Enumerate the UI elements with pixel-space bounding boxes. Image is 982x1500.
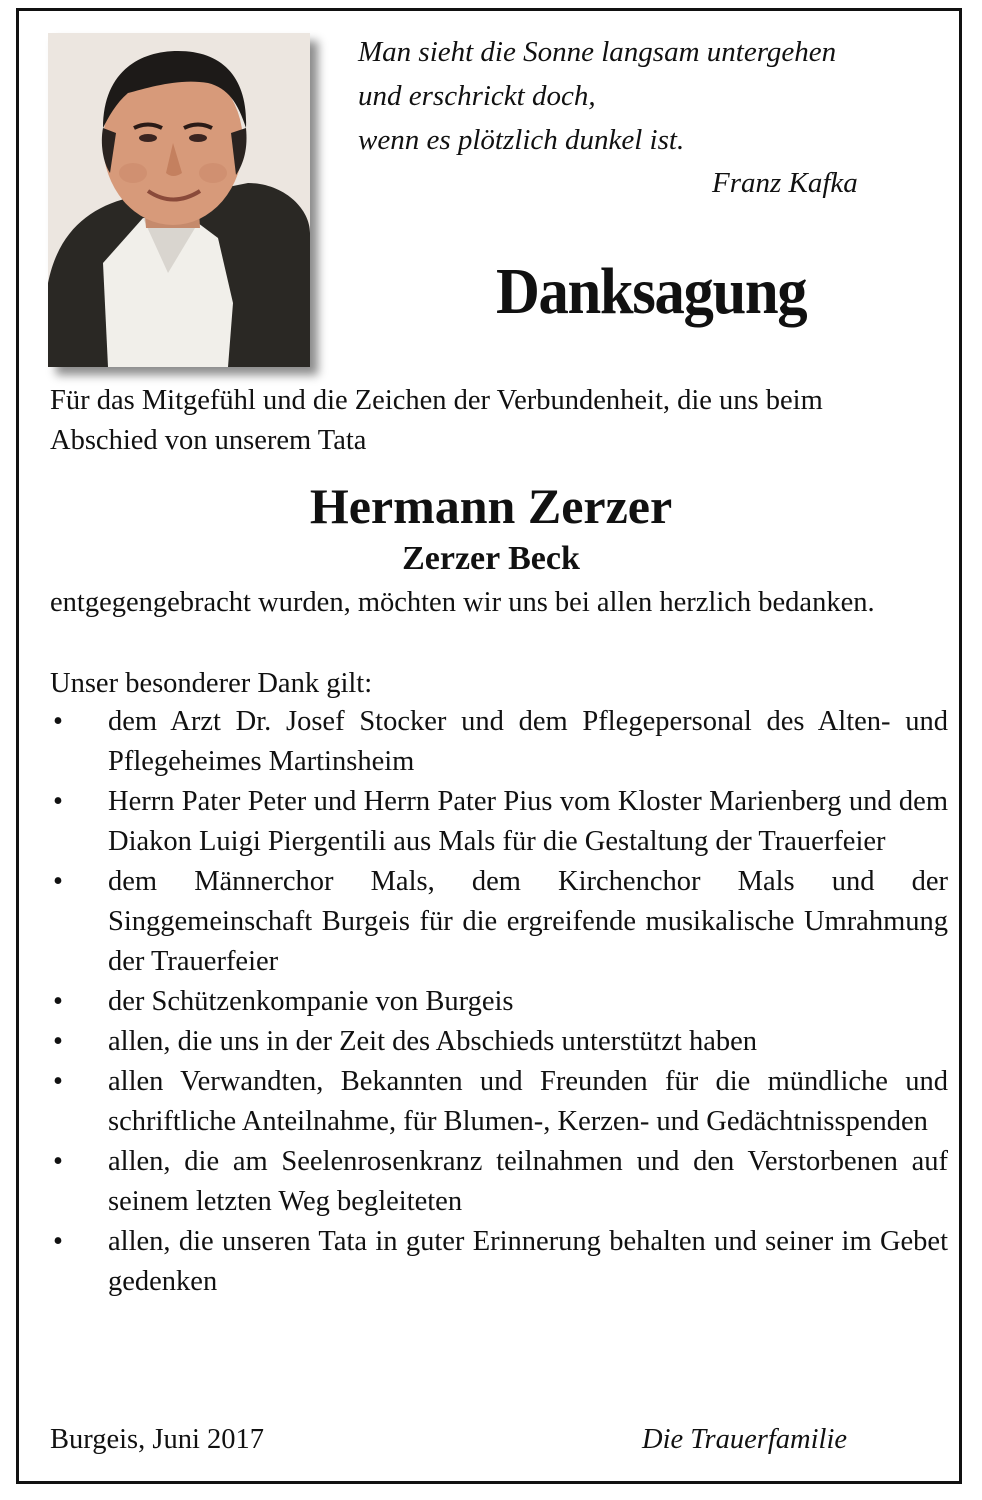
intro-line-2: Abschied von unserem Tata (50, 425, 367, 456)
list-item (50, 782, 948, 862)
thanks-paragraph (50, 583, 948, 623)
bullet-icon: • (53, 1146, 63, 1177)
quote-line-2: und erschrickt doch, (358, 80, 596, 112)
bullet-icon: • (53, 1066, 63, 1097)
list-item (50, 982, 948, 1022)
quote-line-3: wenn es plötzlich dunkel ist. (358, 124, 685, 156)
list-item-text: allen, die uns in der Zeit des Abschieds unterstützt haben (108, 1026, 758, 1057)
list-item (50, 1062, 948, 1142)
list-item-text: dem Männerchor Mals, dem Kirchenchor Mals und der Singgemeinschaft Burgeis für die ergreifende musikalische Umrahmung der Trauerfeier (108, 866, 948, 977)
list-item (50, 1222, 948, 1302)
list-item (50, 1142, 948, 1222)
kafka-quote (358, 30, 938, 199)
signature: Die Trauerfamilie (642, 1424, 848, 1455)
list-item-text: Herrn Pater Peter und Herrn Pater Pius vom Kloster Marienberg und dem Diakon Luigi Piergentili aus Mals für die Gestaltung der Trauerfeier (108, 786, 948, 857)
list-item-text: allen, die am Seelenrosenkranz teilnahmen und den Verstorbenen auf seinem letzten Weg begleiteten (108, 1146, 948, 1217)
list-item (50, 1022, 948, 1062)
bullet-icon: • (53, 1026, 63, 1057)
bullet-icon: • (53, 786, 63, 817)
quote-line-1: Man sieht die Sonne langsam untergehen (358, 36, 837, 68)
bullet-icon: • (53, 706, 63, 737)
thanks-text: entgegengebracht wurden, möchten wir uns bei allen herzlich bedanken. (50, 587, 875, 618)
list-item (50, 862, 948, 982)
page-title: Danksagung (496, 255, 807, 328)
list-item-text: allen Verwandten, Bekannten und Freunden für die mündliche und schriftliche Anteilnahme, für Blumen-, Kerzen- und Gedächtnisspenden (108, 1066, 948, 1137)
special-thanks-label: Unser besonderer Dank gilt: (50, 668, 373, 699)
bullet-icon: • (53, 986, 63, 1017)
portrait-photo (48, 33, 310, 367)
thanks-list (50, 702, 948, 1302)
bullet-icon: • (53, 1226, 63, 1257)
intro-text (50, 381, 948, 461)
list-item (50, 702, 948, 782)
deceased-name: Hermann Zerzer (309, 478, 673, 534)
list-item-text: allen, die unseren Tata in guter Erinnerung behalten und seiner im Gebet gedenken (108, 1226, 948, 1297)
deceased-nickname: Zerzer Beck (402, 540, 580, 577)
intro-line-1: Für das Mitgefühl und die Zeichen der Verbundenheit, die uns beim (50, 385, 823, 416)
list-item-text: der Schützenkompanie von Burgeis (108, 986, 514, 1017)
list-item-text: dem Arzt Dr. Josef Stocker und dem Pflegepersonal des Alten- und Pflegeheimes Martinsheim (108, 706, 948, 777)
place-date: Burgeis, Juni 2017 (50, 1424, 265, 1455)
bullet-icon: • (53, 866, 63, 897)
quote-author: Franz Kafka (712, 167, 858, 199)
